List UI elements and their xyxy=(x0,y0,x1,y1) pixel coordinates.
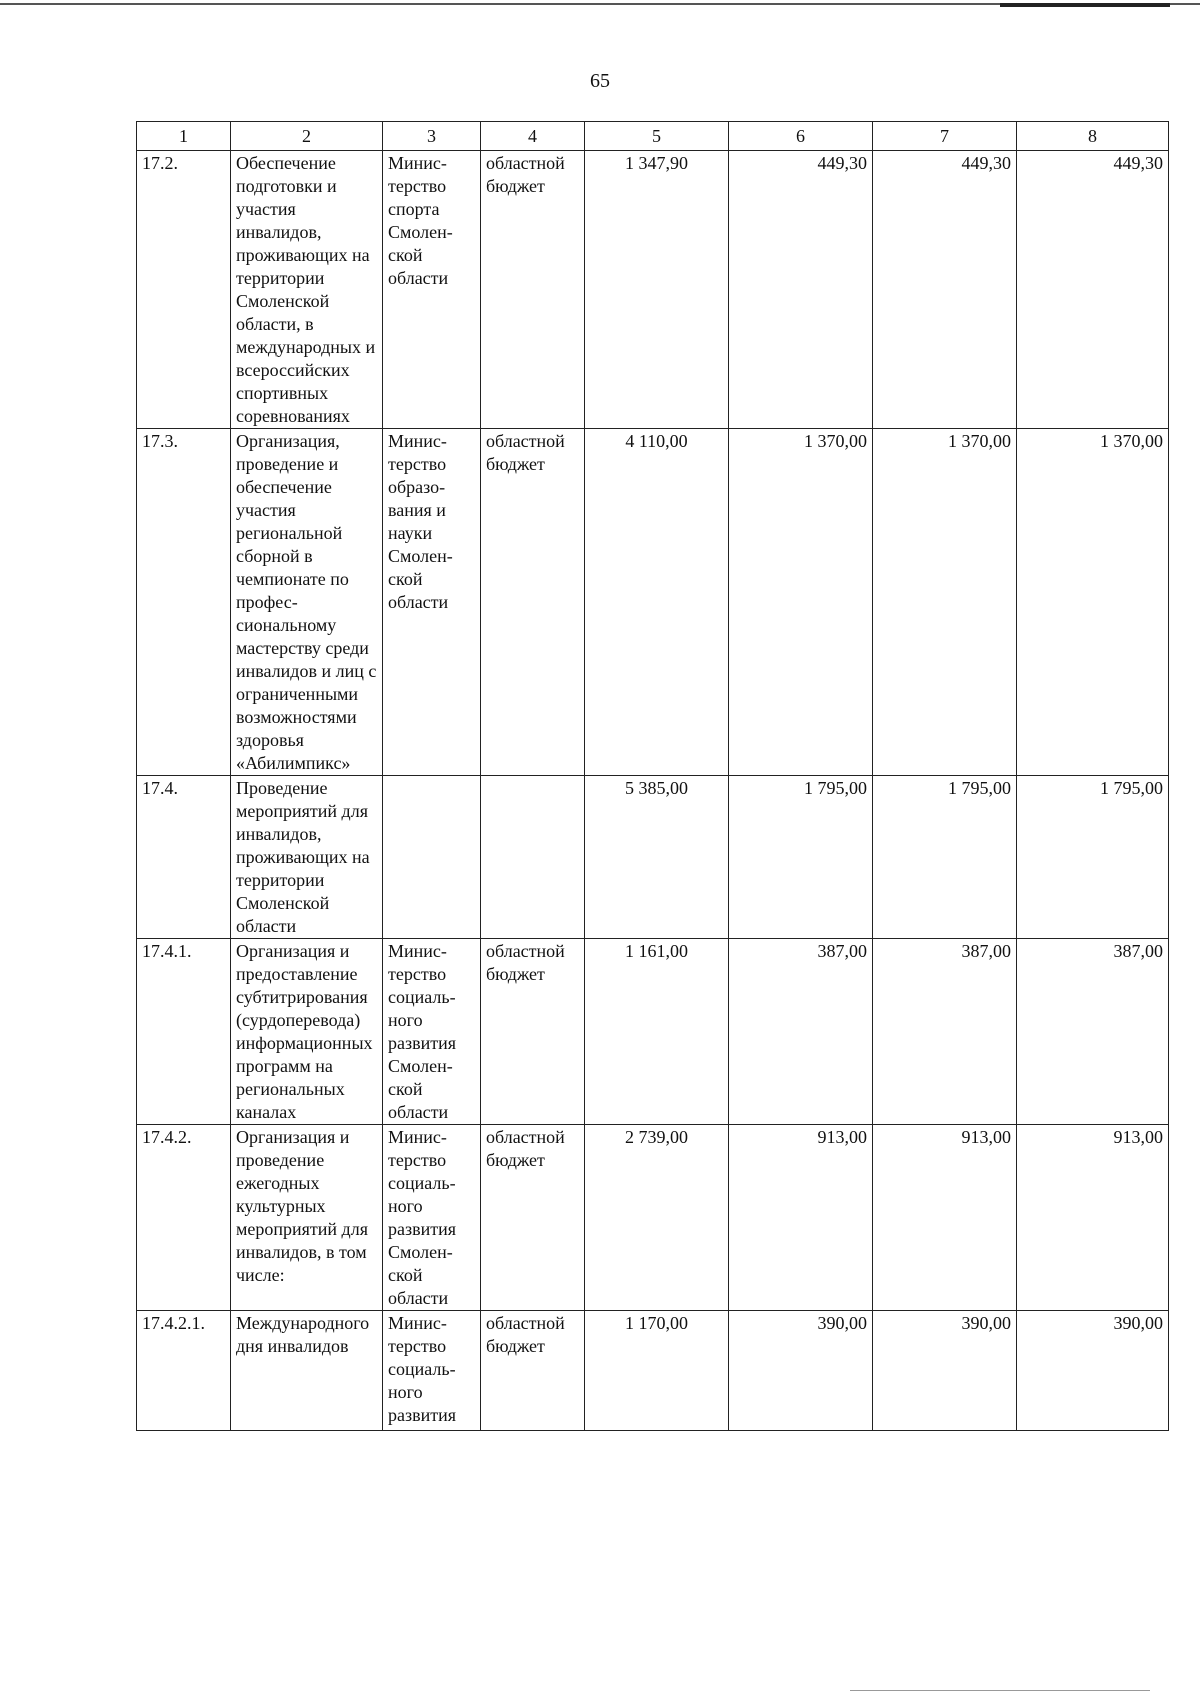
page-number: 65 xyxy=(590,70,610,92)
item-number: 17.4. xyxy=(137,776,231,939)
item-executor xyxy=(383,776,481,939)
table-row xyxy=(137,1125,1169,1311)
item-year-3: 1 370,00 xyxy=(1017,429,1169,776)
item-year-1: 390,00 xyxy=(729,1311,873,1431)
item-year-2: 449,30 xyxy=(873,151,1017,429)
item-year-2: 390,00 xyxy=(873,1311,1017,1431)
item-total: 1 170,00 xyxy=(585,1311,729,1431)
column-header: 5 xyxy=(585,122,729,151)
item-executor: Министерство образования и науки Смоленской области xyxy=(383,429,481,776)
item-name: Организация, проведение и обеспечение участия региональной сборной в чемпионате по профессиональному мастерству среди инвалидов и лиц с ограниченными возможностями здоровья «Абилимпикс» xyxy=(231,429,383,776)
item-year-3: 449,30 xyxy=(1017,151,1169,429)
item-executor: Министерство спорта Смоленской области xyxy=(383,151,481,429)
item-year-3: 387,00 xyxy=(1017,939,1169,1125)
column-header: 7 xyxy=(873,122,1017,151)
item-number: 17.4.2. xyxy=(137,1125,231,1311)
item-funding-source xyxy=(481,776,585,939)
item-name: Проведение мероприятий для инвалидов, проживающих на территории Смоленской области xyxy=(231,776,383,939)
column-header: 8 xyxy=(1017,122,1169,151)
item-name: Международного дня инвалидов xyxy=(231,1311,383,1431)
column-header: 2 xyxy=(231,122,383,151)
item-executor: Министерство социального развития Смоленской области xyxy=(383,1125,481,1311)
item-total: 1 161,00 xyxy=(585,939,729,1125)
item-total: 4 110,00 xyxy=(585,429,729,776)
column-header: 1 xyxy=(137,122,231,151)
item-funding-source: областной бюджет xyxy=(481,939,585,1125)
item-year-2: 913,00 xyxy=(873,1125,1017,1311)
item-year-1: 913,00 xyxy=(729,1125,873,1311)
item-year-1: 1 370,00 xyxy=(729,429,873,776)
top-border-mark xyxy=(1000,3,1170,7)
table-row xyxy=(137,939,1169,1125)
column-header: 4 xyxy=(481,122,585,151)
item-total: 1 347,90 xyxy=(585,151,729,429)
item-name: Обеспечение подготовки и участия инвалидов, проживающих на территории Смоленской области, в международных и всероссийских спортивных соревнованиях xyxy=(231,151,383,429)
table-row xyxy=(137,429,1169,776)
column-header: 6 xyxy=(729,122,873,151)
table-row xyxy=(137,1311,1169,1431)
item-name: Организация и проведение ежегодных культурных мероприятий для инвалидов, в том числе: xyxy=(231,1125,383,1311)
item-year-2: 387,00 xyxy=(873,939,1017,1125)
column-header: 3 xyxy=(383,122,481,151)
item-funding-source: областной бюджет xyxy=(481,429,585,776)
item-executor: Министерство социального развития Смоленской области xyxy=(383,939,481,1125)
item-year-3: 1 795,00 xyxy=(1017,776,1169,939)
budget-table xyxy=(136,121,1169,1431)
item-year-3: 390,00 xyxy=(1017,1311,1169,1431)
item-number: 17.4.2.1. xyxy=(137,1311,231,1431)
item-number: 17.4.1. xyxy=(137,939,231,1125)
item-number: 17.3. xyxy=(137,429,231,776)
item-funding-source: областной бюджет xyxy=(481,151,585,429)
bottom-scan-line xyxy=(850,1690,1150,1691)
item-funding-source: областной бюджет xyxy=(481,1125,585,1311)
item-year-2: 1 370,00 xyxy=(873,429,1017,776)
item-number: 17.2. xyxy=(137,151,231,429)
item-total: 5 385,00 xyxy=(585,776,729,939)
item-name: Организация и предоставление субтитрирования (сурдоперевода) информационных программ на региональных каналах xyxy=(231,939,383,1125)
item-year-2: 1 795,00 xyxy=(873,776,1017,939)
table-row xyxy=(137,776,1169,939)
item-year-1: 387,00 xyxy=(729,939,873,1125)
column-number-row xyxy=(137,122,1169,151)
item-year-1: 449,30 xyxy=(729,151,873,429)
item-funding-source: областной бюджет xyxy=(481,1311,585,1431)
table-row xyxy=(137,151,1169,429)
item-year-1: 1 795,00 xyxy=(729,776,873,939)
item-executor: Министерство социального развития xyxy=(383,1311,481,1431)
item-year-3: 913,00 xyxy=(1017,1125,1169,1311)
item-total: 2 739,00 xyxy=(585,1125,729,1311)
